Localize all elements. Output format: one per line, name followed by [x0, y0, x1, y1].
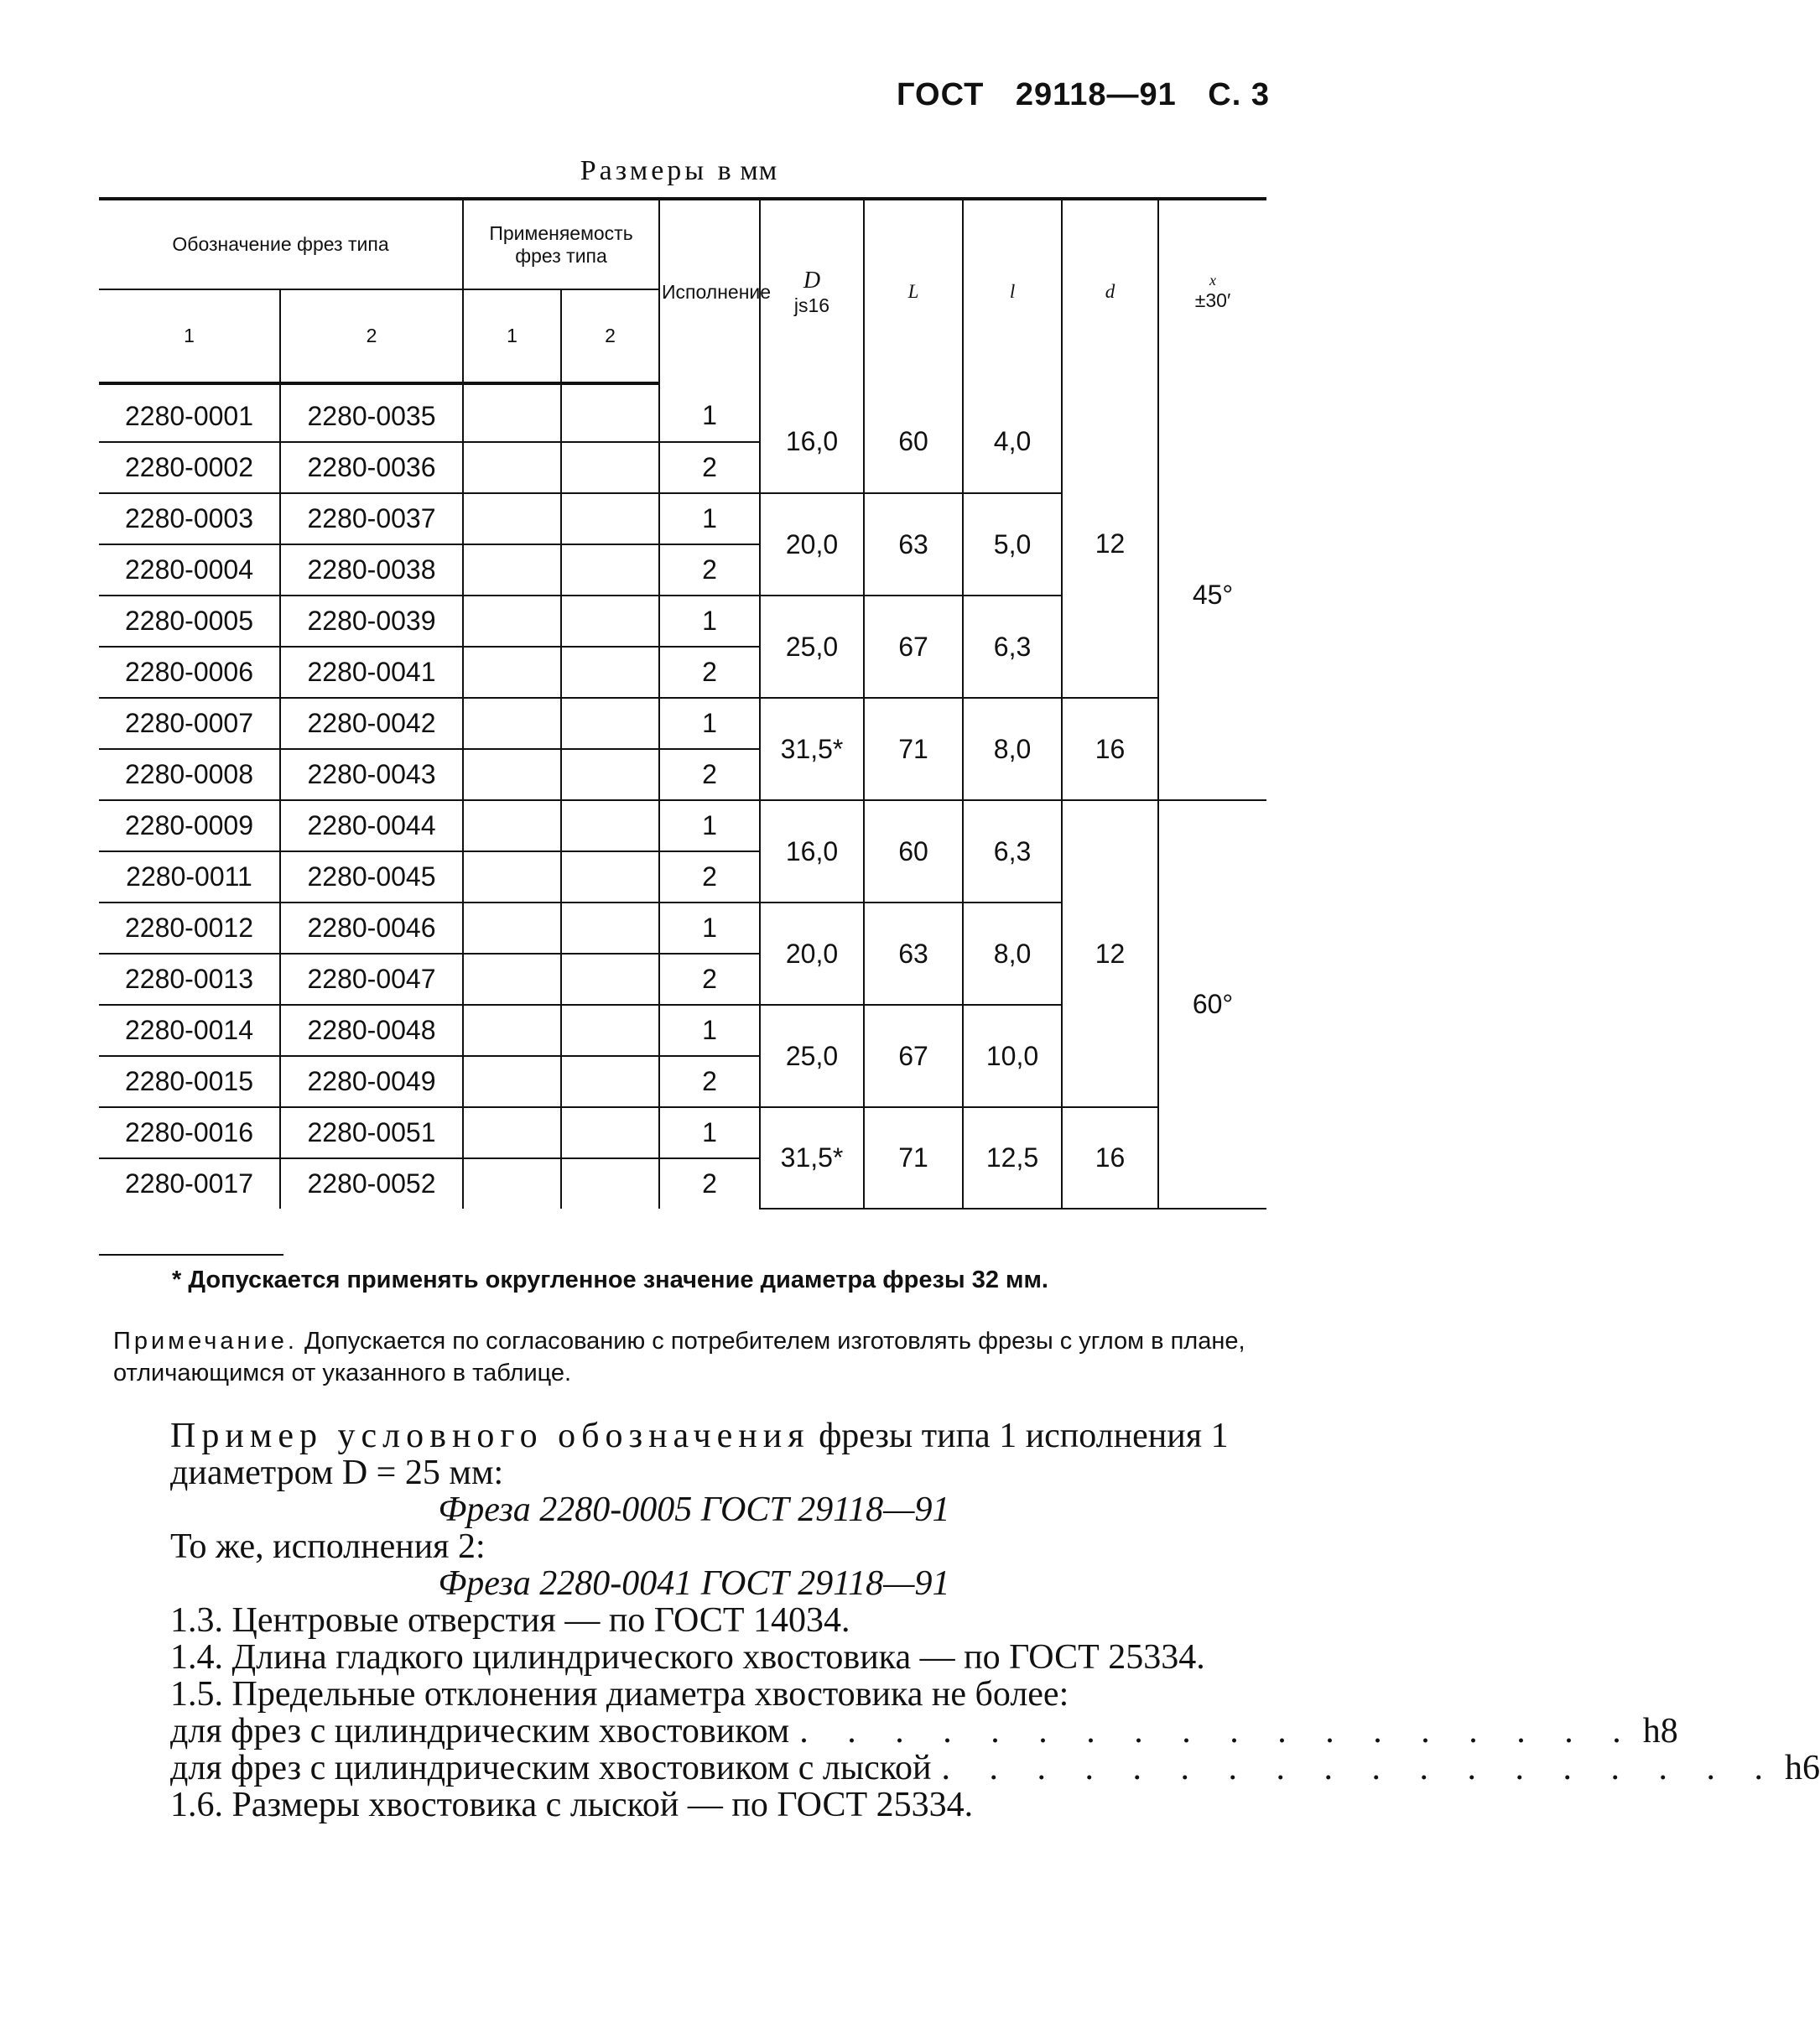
applicability-1	[463, 544, 561, 596]
header-d: d	[1062, 199, 1158, 383]
example-same: То же, исполнения 2:	[170, 1527, 486, 1566]
shank-d: 12	[1062, 800, 1158, 1107]
clause-1-5-a-text: для фрез с цилиндрическим хвостовиком	[170, 1712, 790, 1750]
note	[113, 1325, 1275, 1389]
example-designation-1: Фреза 2280-0005 ГОСТ 29118—91	[438, 1490, 950, 1529]
applicability-1	[463, 903, 561, 954]
type1-designation: 2280-0017	[124, 1168, 254, 1199]
version: 2	[659, 1158, 760, 1209]
applicability-2	[561, 647, 659, 698]
table-body	[99, 383, 1266, 1209]
diameter-D: 31,5*	[760, 698, 864, 800]
length-l: 5,0	[963, 493, 1062, 596]
length-l: 6,3	[963, 596, 1062, 698]
applicability-2	[561, 493, 659, 544]
length-l: 8,0	[963, 698, 1062, 800]
applicability-1	[463, 749, 561, 800]
applicability-1	[463, 851, 561, 903]
table-row	[99, 698, 1266, 749]
applicability-2	[561, 596, 659, 647]
applicability-1	[463, 493, 561, 544]
type2-designation: 2280-0048	[280, 1005, 463, 1056]
type2-designation: 2280-0049	[280, 1056, 463, 1107]
applicability-2	[561, 954, 659, 1005]
header-version: Исполнение	[659, 199, 760, 383]
angle: 60°	[1158, 800, 1266, 1209]
length-L: 63	[864, 493, 963, 596]
header-D	[760, 199, 864, 383]
header-page: С. 3	[1208, 77, 1270, 112]
clause-1-5-b	[113, 1749, 1820, 1787]
diameter-D: 16,0	[760, 800, 864, 903]
length-L: 67	[864, 596, 963, 698]
note-text: Допускается по согласованию с потребителем изготовлять фрезы с углом в плане, отличающимся от указанного в таблице.	[113, 1328, 1245, 1386]
applicability-2	[561, 1107, 659, 1158]
clause-1-6: 1.6. Размеры хвостовика с лыской — по ГОСТ 25334.	[170, 1786, 974, 1824]
diameter-D: 16,0	[760, 383, 864, 493]
applicability-1	[463, 1107, 561, 1158]
version: 2	[659, 647, 760, 698]
example-label: Пример условного обозначения	[170, 1417, 810, 1455]
applicability-2	[561, 851, 659, 903]
version: 1	[659, 383, 760, 442]
type2-designation: 2280-0042	[280, 698, 463, 749]
type1-designation: 2280-0015	[99, 1056, 280, 1107]
table-caption	[0, 155, 1358, 187]
applicability-1	[463, 1158, 561, 1209]
example-designation-2: Фреза 2280-0041 ГОСТ 29118—91	[438, 1564, 950, 1603]
page-header	[875, 77, 1270, 113]
type1-designation: 2280-0016	[99, 1107, 280, 1158]
diameter-D: 20,0	[760, 903, 864, 1005]
type2-designation: 2280-0052	[280, 1158, 463, 1209]
type2-designation: 2280-0041	[280, 647, 463, 698]
applicability-1	[463, 1005, 561, 1056]
type1-designation: 2280-0007	[99, 698, 280, 749]
clause-1-5-b-value: h6	[1784, 1749, 1820, 1787]
table-row	[99, 1107, 1266, 1158]
header-angle-tolerance: ±30′	[1194, 289, 1231, 312]
header-app-1: 1	[463, 289, 561, 383]
clause-1-5-a-value: h8	[1642, 1712, 1678, 1750]
length-L: 71	[864, 698, 963, 800]
type2-designation: 2280-0044	[280, 800, 463, 851]
leader-dots: . . . . . . . . . . . . . . . . . .	[799, 1712, 1636, 1750]
clause-1-3: 1.3. Центровые отверстия — по ГОСТ 14034.	[170, 1601, 850, 1640]
caption-unit: в мм	[717, 155, 778, 186]
version: 1	[659, 596, 760, 647]
header-type-1: 1	[99, 289, 280, 383]
applicability-1	[463, 442, 561, 493]
applicability-2	[561, 1158, 659, 1209]
version: 1	[659, 1107, 760, 1158]
header-applicability: Применяемость фрез типа	[463, 199, 659, 289]
type2-designation: 2280-0035	[280, 383, 463, 442]
version: 2	[659, 544, 760, 596]
body-text	[113, 1417, 1820, 1824]
length-L: 60	[864, 800, 963, 903]
version: 1	[659, 1005, 760, 1056]
version: 1	[659, 493, 760, 544]
type1-designation: 2280-0006	[99, 647, 280, 698]
header-l: l	[963, 199, 1062, 383]
shank-d: 16	[1062, 698, 1158, 800]
applicability-2	[561, 383, 659, 442]
type2-designation: 2280-0047	[280, 954, 463, 1005]
type1-designation: 2280-0002	[99, 442, 280, 493]
version: 2	[659, 1056, 760, 1107]
type2-designation: 2280-0038	[280, 544, 463, 596]
example-paragraph	[113, 1418, 1275, 1491]
length-l: 12,5	[963, 1107, 1062, 1209]
clause-1-4: 1.4. Длина гладкого цилиндрического хвостовика — по ГОСТ 25334.	[170, 1638, 1205, 1677]
diameter-D: 25,0	[760, 1005, 864, 1107]
clause-1-5: 1.5. Предельные отклонения диаметра хвостовика не более:	[170, 1675, 1069, 1714]
type1-designation: 2280-0005	[99, 596, 280, 647]
clause-1-5-b-text: для фрез с цилиндрическим хвостовиком с лыской	[170, 1749, 932, 1787]
shank-d: 12	[1062, 383, 1158, 698]
applicability-2	[561, 698, 659, 749]
type2-designation: 2280-0043	[280, 749, 463, 800]
header-angle	[1158, 199, 1266, 383]
applicability-2	[561, 903, 659, 954]
version: 1	[659, 800, 760, 851]
diameter-D: 20,0	[760, 493, 864, 596]
type1-designation: 2280-0001	[99, 383, 280, 442]
applicability-2	[561, 1056, 659, 1107]
applicability-1	[463, 647, 561, 698]
note-label: Примечание.	[113, 1328, 298, 1355]
header-type-2: 2	[280, 289, 463, 383]
example-text: фрезы типа 1 исполнения 1 диаметром D = 25 мм:	[170, 1417, 1229, 1492]
type2-designation: 2280-0045	[280, 851, 463, 903]
header-L: L	[864, 199, 963, 383]
header-app-2: 2	[561, 289, 659, 383]
diameter-D: 31,5*	[760, 1107, 864, 1209]
version: 2	[659, 442, 760, 493]
table-row	[99, 800, 1266, 851]
length-l: 8,0	[963, 903, 1062, 1005]
type2-designation: 2280-0039	[280, 596, 463, 647]
version: 2	[659, 851, 760, 903]
applicability-2	[561, 442, 659, 493]
type1-designation: 2280-0003	[99, 493, 280, 544]
dimensions-table	[99, 197, 1266, 1209]
type1-designation: 2280-0014	[99, 1005, 280, 1056]
applicability-1	[463, 1056, 561, 1107]
type1-designation: 2280-0004	[99, 544, 280, 596]
header-number: 29118—91	[1015, 77, 1177, 112]
applicability-2	[561, 749, 659, 800]
table-end-rule	[99, 1254, 283, 1256]
table-row	[99, 383, 1266, 442]
applicability-1	[463, 800, 561, 851]
type1-designation: 2280-0013	[99, 954, 280, 1005]
applicability-1	[463, 954, 561, 1005]
type1-designation: 2280-0008	[99, 749, 280, 800]
header-designation: Обозначение фрез типа	[99, 199, 463, 289]
applicability-2	[561, 544, 659, 596]
type2-designation: 2280-0036	[280, 442, 463, 493]
length-l: 6,3	[963, 800, 1062, 903]
angle: 45°	[1158, 383, 1266, 800]
length-l: 4,0	[963, 383, 1062, 493]
footnote: * Допускается применять округленное значение диаметра фрезы 32 мм.	[172, 1267, 1048, 1293]
clause-1-5-a	[113, 1712, 1678, 1750]
type2-designation: 2280-0037	[280, 493, 463, 544]
version: 1	[659, 903, 760, 954]
leader-dots: . . . . . . . . . . . . . . . . . .	[941, 1749, 1778, 1787]
header-standard: ГОСТ	[897, 77, 985, 112]
type1-designation: 2280-0011	[99, 851, 280, 903]
applicability-2	[561, 1005, 659, 1056]
type1-designation: 2280-0012	[99, 903, 280, 954]
version: 2	[659, 749, 760, 800]
applicability-1	[463, 383, 561, 442]
header-D-tolerance: js16	[793, 294, 830, 316]
version: 1	[659, 698, 760, 749]
version: 2	[659, 954, 760, 1005]
applicability-2	[561, 800, 659, 851]
applicability-1	[463, 698, 561, 749]
length-L: 63	[864, 903, 963, 1005]
length-l: 10,0	[963, 1005, 1062, 1107]
length-L: 71	[864, 1107, 963, 1209]
type1-designation: 2280-0009	[99, 800, 280, 851]
length-L: 60	[864, 383, 963, 493]
length-L: 67	[864, 1005, 963, 1107]
caption-spaced: Размеры	[580, 155, 708, 186]
type2-designation: 2280-0051	[280, 1107, 463, 1158]
diameter-D: 25,0	[760, 596, 864, 698]
type2-designation: 2280-0046	[280, 903, 463, 954]
header-angle-symbol: x	[1209, 272, 1217, 289]
applicability-1	[463, 596, 561, 647]
shank-d: 16	[1062, 1107, 1158, 1209]
header-D-symbol: D	[803, 267, 821, 294]
